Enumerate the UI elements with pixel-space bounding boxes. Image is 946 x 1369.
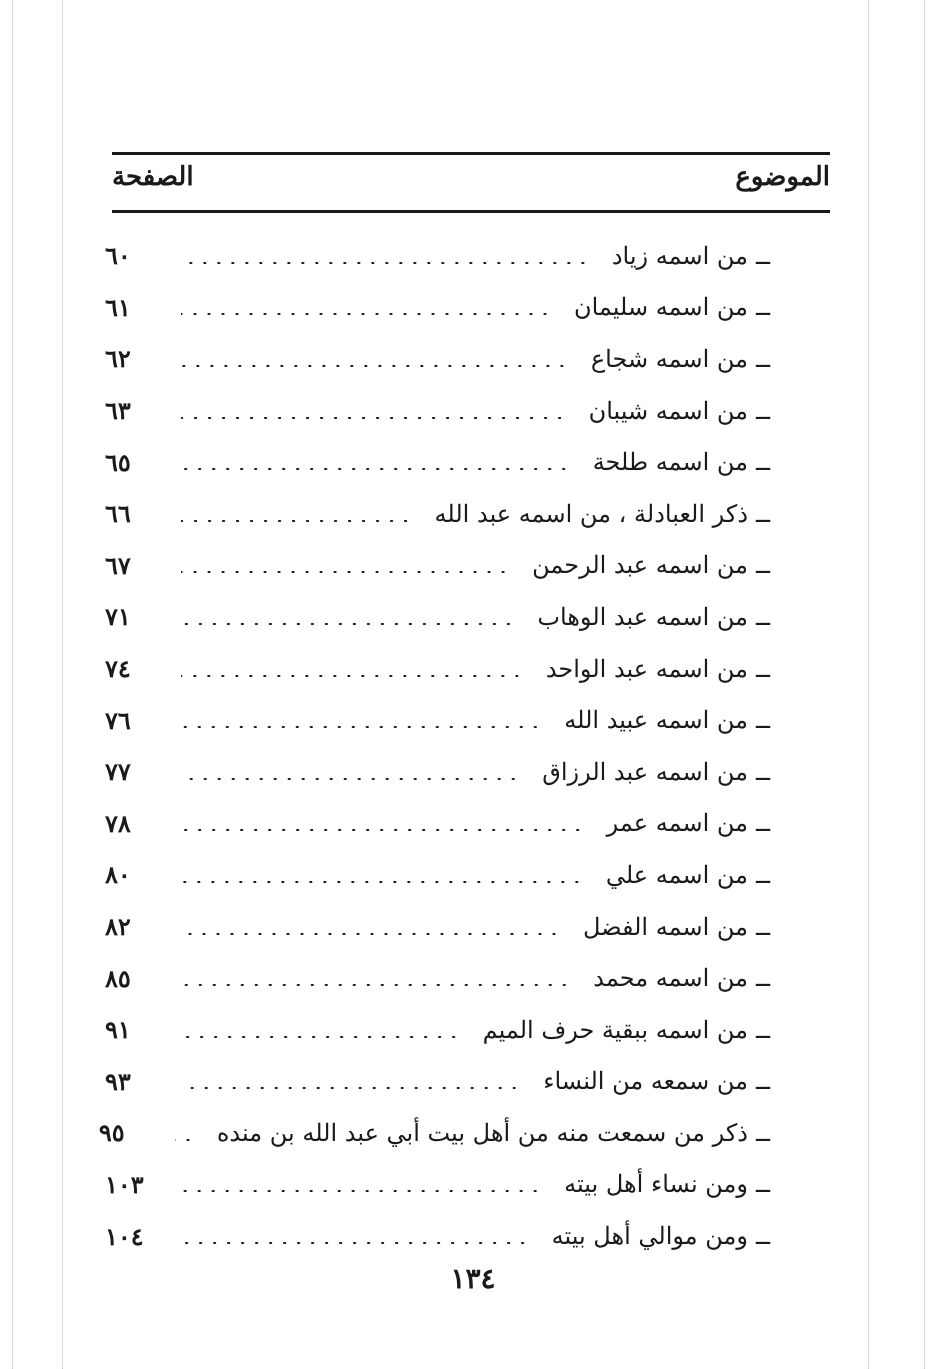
table-of-contents	[98, 230, 770, 1262]
entry-page-number: ٧٧	[105, 757, 131, 787]
toc-entry	[105, 282, 770, 334]
entry-dash: ــ	[755, 602, 770, 631]
entry-dash: ــ	[755, 1015, 770, 1044]
entry-title: من اسمه محمد	[593, 964, 748, 993]
toc-entry	[105, 849, 770, 901]
entry-page-number: ٧٦	[105, 705, 131, 735]
entry-page-number: ٦٥	[105, 447, 131, 477]
entry-page-number: ٦٧	[105, 550, 131, 580]
toc-entry	[105, 952, 770, 1004]
entry-title: من سمعه من النساء	[543, 1067, 748, 1096]
scan-edge-right	[868, 0, 869, 1369]
dot-leader	[181, 623, 515, 625]
toc-entry	[105, 540, 770, 592]
entry-title: من اسمه شيبان	[588, 396, 748, 425]
entry-page-number: ٩١	[105, 1015, 131, 1045]
page-number: ١٣٤	[450, 1262, 496, 1295]
dot-leader	[181, 675, 524, 677]
entry-dash: ــ	[755, 448, 770, 477]
table-header	[112, 160, 830, 204]
entry-dash: ــ	[755, 706, 770, 735]
entry-title: من اسمه عبد الرحمن	[532, 551, 748, 580]
entry-title: من اسمه شجاع	[590, 344, 748, 373]
dot-leader	[181, 984, 571, 986]
entry-page-number: ٦٦	[105, 499, 131, 529]
entry-dash: ــ	[755, 241, 770, 270]
entry-dash: ــ	[755, 1170, 770, 1199]
entry-dash: ــ	[755, 1067, 770, 1096]
scan-edge-left	[12, 0, 13, 1369]
dot-leader	[181, 313, 552, 315]
entry-page-number: ٧٤	[105, 654, 131, 684]
entry-page-number: ٦٢	[105, 344, 131, 374]
entry-title: من اسمه زياد	[611, 241, 748, 270]
toc-entry	[105, 230, 770, 282]
toc-entry	[105, 436, 770, 488]
entry-page-number: ٨٠	[105, 860, 131, 890]
entry-page-number: ٨٥	[105, 963, 131, 993]
entry-dash: ــ	[755, 551, 770, 580]
toc-entry	[105, 488, 770, 540]
header-top-rule	[112, 152, 830, 155]
toc-entry	[105, 385, 770, 437]
entry-page-number: ٧٨	[105, 808, 131, 838]
toc-entry	[105, 1210, 770, 1262]
entry-dash: ــ	[755, 654, 770, 683]
entry-page-number: ١٠٣	[105, 1169, 144, 1199]
entry-page-number: ٨٢	[105, 912, 131, 942]
entry-dash: ــ	[755, 1118, 770, 1147]
entry-title: ذكر العبادلة ، من اسمه عبد الله	[434, 499, 748, 528]
entry-title: ومن موالي أهل بيته	[551, 1222, 748, 1251]
topic-column-heading: الموضوع	[735, 162, 830, 192]
entry-page-number: ٦٠	[105, 241, 131, 271]
entry-title: من اسمه علي	[605, 860, 748, 889]
entry-dash: ــ	[755, 344, 770, 373]
entry-dash: ــ	[755, 293, 770, 322]
entry-page-number: ٦١	[105, 292, 131, 322]
entry-title: من اسمه عبيد الله	[564, 706, 748, 735]
toc-entry	[105, 1004, 770, 1056]
entry-title: من اسمه عبد الوهاب	[537, 602, 748, 631]
dot-leader	[181, 571, 510, 573]
toc-entry	[105, 643, 770, 695]
scan-edge-right-outer	[924, 0, 925, 1369]
dot-leader	[181, 829, 585, 831]
scan-edge-left-inner	[62, 0, 63, 1369]
toc-entry	[105, 798, 770, 850]
entry-page-number: ٧١	[105, 602, 131, 632]
entry-title: من اسمه طلحة	[592, 448, 748, 477]
dot-leader	[181, 1242, 530, 1244]
entry-dash: ــ	[755, 964, 770, 993]
entry-dash: ــ	[755, 499, 770, 528]
entry-title: من اسمه الفضل	[582, 912, 748, 941]
dot-leader	[181, 1036, 461, 1038]
dot-leader	[181, 933, 561, 935]
entry-dash: ــ	[755, 757, 770, 786]
dot-leader	[181, 1087, 521, 1089]
entry-dash: ــ	[755, 396, 770, 425]
entry-title: من اسمه عمر	[606, 809, 748, 838]
entry-page-number: ٩٣	[105, 1066, 131, 1096]
toc-entry	[105, 694, 770, 746]
entry-page-number: ٦٣	[105, 396, 131, 426]
dot-leader	[181, 365, 569, 367]
toc-entry	[105, 746, 770, 798]
toc-entry	[105, 333, 770, 385]
entry-title: من اسمه سليمان	[573, 293, 748, 322]
toc-entry	[105, 591, 770, 643]
dot-leader	[181, 417, 567, 419]
dot-leader	[175, 1139, 195, 1141]
toc-entry	[105, 1159, 770, 1211]
page-column-heading: الصفحة	[112, 162, 194, 192]
dot-leader	[181, 468, 571, 470]
entry-title: من اسمه ببقية حرف الميم	[482, 1015, 748, 1044]
entry-page-number: ١٠٤	[105, 1221, 144, 1251]
dot-leader	[181, 881, 584, 883]
dot-leader	[181, 778, 520, 780]
toc-entry	[105, 1056, 770, 1108]
toc-entry	[98, 1107, 770, 1159]
entry-dash: ــ	[755, 809, 770, 838]
entry-dash: ــ	[755, 1222, 770, 1251]
entry-title: من اسمه عبد الرزاق	[542, 757, 748, 786]
header-bottom-rule	[112, 210, 830, 213]
entry-title: ومن نساء أهل بيته	[564, 1170, 748, 1199]
entry-page-number: ٩٥	[98, 1118, 125, 1148]
dot-leader	[181, 520, 413, 522]
dot-leader	[181, 1190, 542, 1192]
dot-leader	[181, 726, 542, 728]
entry-dash: ــ	[755, 860, 770, 889]
toc-entry	[105, 901, 770, 953]
entry-title: من اسمه عبد الواحد	[545, 654, 748, 683]
entry-title: ذكر من سمعت منه من أهل بيت أبي عبد الله بن منده	[216, 1118, 748, 1147]
dot-leader	[181, 262, 590, 264]
entry-dash: ــ	[755, 912, 770, 941]
